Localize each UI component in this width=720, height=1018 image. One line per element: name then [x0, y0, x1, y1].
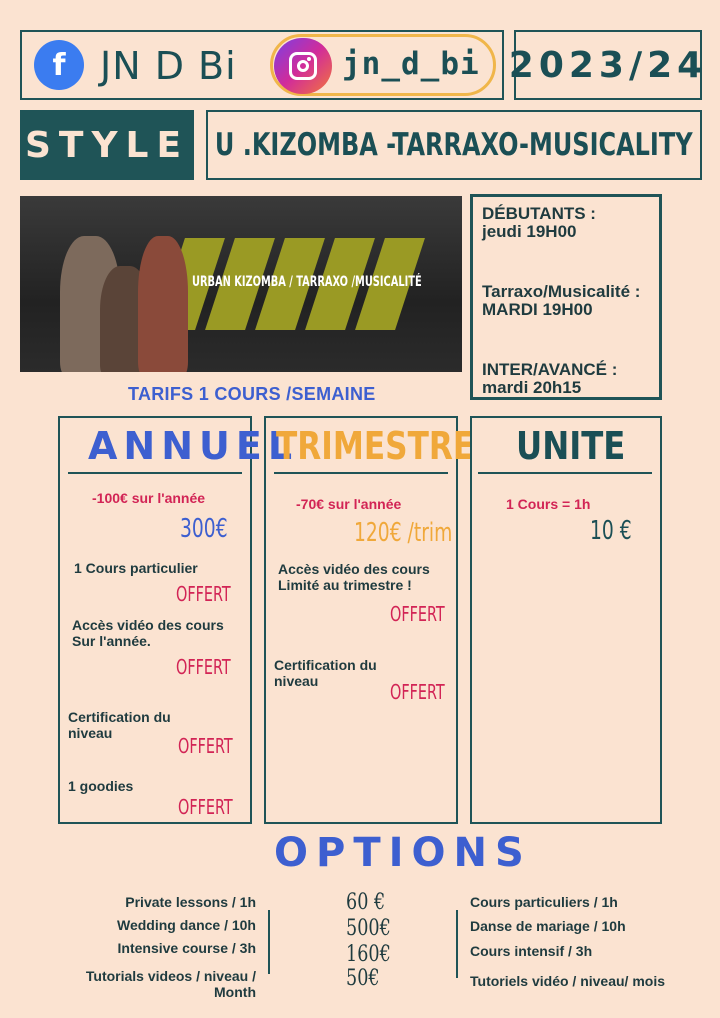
plan-trimestre-discount: -70€ sur l'année: [296, 496, 402, 512]
plan-unite-discount: 1 Cours = 1h: [506, 496, 591, 512]
season-box: [508, 30, 708, 100]
offert-label: OFFERT: [390, 680, 445, 704]
plan-trimestre-item: Certification du niveau: [274, 657, 377, 689]
plan-unite-title: UNITE: [516, 424, 626, 468]
instagram-handle[interactable]: jn_d_bi: [342, 46, 480, 82]
option-label-en: Wedding dance / 10h: [117, 917, 256, 933]
banner-image: [20, 196, 462, 372]
offert-label: OFFERT: [390, 602, 445, 626]
option-label-en: Tutorials videos / niveau / Month: [85, 968, 256, 1000]
schedule-time: mardi 20h15: [482, 378, 582, 397]
divider: [68, 472, 242, 474]
option-price: 160€: [346, 942, 391, 967]
plan-unite-price: 10 €: [590, 516, 632, 546]
instagram-icon[interactable]: [274, 38, 332, 94]
style-value-box: [206, 110, 702, 180]
option-label-fr: Tutoriels vidéo / niveau/ mois: [470, 973, 666, 989]
schedule-level: Tarraxo/Musicalité :: [482, 282, 641, 301]
divider: [268, 910, 270, 974]
facebook-icon[interactable]: f: [34, 40, 84, 90]
plan-annuel-item: 1 goodies: [68, 778, 134, 794]
option-label-fr: Cours particuliers / 1h: [470, 894, 618, 910]
option-label-en: Private lessons / 1h: [125, 894, 256, 910]
style-value: U .KIZOMBA -TARRAXO-MUSICALITY: [215, 127, 693, 163]
plan-annuel-discount: -100€ sur l'année: [92, 490, 206, 506]
season-year: 2023/24: [508, 44, 708, 86]
plan-unite: [470, 416, 662, 824]
style-label-box: [20, 110, 194, 180]
tarifs-title: TARIFS 1 COURS /SEMAINE: [128, 384, 376, 404]
plan-trimestre-title: TRIMESTRE: [276, 424, 475, 468]
plan-trimestre-price: 120€ /trim: [354, 518, 453, 548]
divider: [274, 472, 448, 474]
plan-trimestre-item: Accès vidéo des cours Limité au trimestre !: [278, 561, 430, 593]
facebook-name[interactable]: JN D Bi: [100, 44, 237, 88]
offert-label: OFFERT: [176, 582, 231, 606]
style-label: STYLE: [24, 124, 190, 166]
option-price: 50€: [346, 966, 380, 991]
dancer-figure: [138, 236, 188, 372]
options-title: OPTIONS: [274, 830, 532, 876]
divider: [478, 472, 652, 474]
offert-label: OFFERT: [178, 734, 233, 758]
offert-label: OFFERT: [176, 655, 231, 679]
option-label-fr: Danse de mariage / 10h: [470, 918, 626, 934]
schedule-level: DÉBUTANTS :: [482, 204, 596, 223]
offert-label: OFFERT: [178, 795, 233, 819]
banner-text: URBAN KIZOMBA / TARRAXO /MUSICALITÉ: [192, 274, 422, 290]
option-label-en: Intensive course / 3h: [117, 940, 256, 956]
plan-annuel-item: Accès vidéo des cours Sur l'année.: [72, 617, 224, 649]
schedule-time: jeudi 19H00: [482, 222, 577, 241]
schedule-level: INTER/AVANCÉ :: [482, 360, 618, 379]
schedule-time: MARDI 19H00: [482, 300, 593, 319]
plan-annuel-price: 300€: [180, 514, 228, 544]
plan-annuel-item: Certification du niveau: [68, 709, 171, 741]
divider: [456, 910, 458, 978]
option-label-fr: Cours intensif / 3h: [470, 943, 593, 959]
option-price: 500€: [346, 916, 391, 941]
option-price: 60 €: [346, 890, 386, 915]
plan-annuel-item: 1 Cours particulier: [74, 560, 198, 576]
plan-annuel-title: ANNUEL: [88, 424, 299, 468]
